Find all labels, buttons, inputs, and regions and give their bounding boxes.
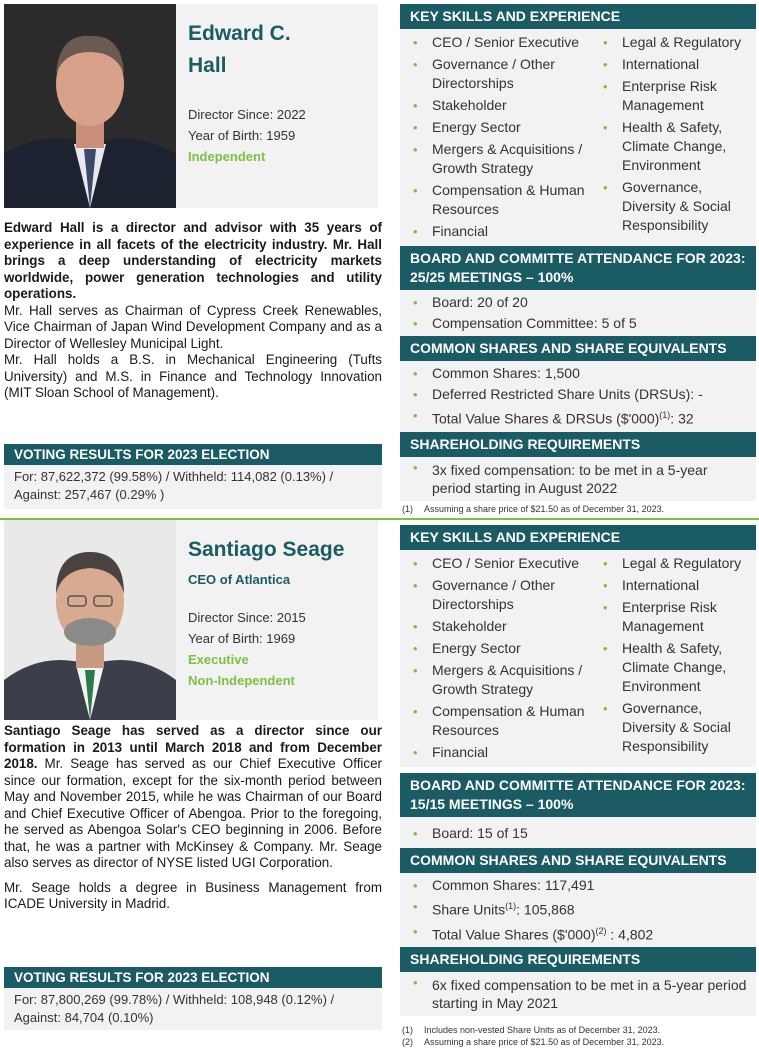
director-biography: [4, 220, 382, 402]
director-profile-hall: [0, 0, 759, 518]
independence-status: Executive: [188, 652, 249, 667]
shareholding-list: [400, 972, 756, 1016]
skill-item: • Stakeholder: [410, 96, 600, 115]
shares-item: • Total Value Shares & DRSUs ($'000)$^{(1)}$: 32: [410, 405, 750, 430]
director-name: Santiago Seage: [188, 538, 345, 561]
independence-status: Independent: [188, 149, 266, 164]
attendance-list: [400, 290, 756, 336]
skill-item: • Mergers & Acquisitions / Growth Strategy: [410, 661, 600, 699]
bio-paragraph: Edward Hall is a director and advisor with 35 years of experience in all facets of the electricity industry. Mr. Hall brings a deep understanding of electricity markets worldwide, power generation technologies and utility operations.: [4, 220, 382, 301]
shares-item: • Common Shares: 117,491: [410, 875, 750, 896]
director-details-panel: [400, 525, 756, 1048]
bio-paragraph: Mr. Seage holds a degree in Business Management from ICADE University in Madrid.: [4, 879, 382, 911]
skill-item: • Governance / Other Directorships: [410, 576, 600, 614]
skill-item: • Compensation & Human Resources: [410, 181, 600, 219]
director-biography: [4, 723, 382, 913]
director-id-card: [176, 4, 378, 208]
attendance-item: • Board: 20 of 20: [410, 292, 750, 313]
attendance-title: BOARD AND COMMITTE ATTENDANCE FOR 2023: 25/25 MEETINGS – 100%: [400, 246, 756, 290]
bio-paragraph: Mr. Hall holds a B.S. in Mechanical Engineering (Tufts University) and M.S. in Finance and Technology Innovation (MIT Sloan School of Management).: [4, 352, 382, 400]
bio-paragraph: Mr. Hall serves as Chairman of Cypress Creek Renewables, Vice Chairman of Japan Wind Development Company and as a Director of Wellesley Municipal Light.: [4, 302, 382, 351]
footnote: (1) Includes non-vested Share Units as of December 31, 2023.: [402, 1025, 661, 1036]
attendance-list: [400, 817, 756, 848]
skills-list: [400, 29, 756, 246]
skill-item: • Governance, Diversity & Social Responsibility: [600, 178, 750, 235]
skill-item: • Financial: [410, 222, 600, 241]
year-of-birth: Year of Birth: 1969: [188, 631, 296, 646]
skill-item: • Enterprise Risk Management: [600, 598, 750, 636]
footnote-ref: (2): [595, 925, 607, 936]
director-role: CEO of Atlantica: [188, 572, 291, 587]
skills-list: [400, 550, 756, 767]
skill-item: • Energy Sector: [410, 118, 600, 137]
shareholding-title: SHAREHOLDING REQUIREMENTS: [400, 947, 756, 972]
skills-title: KEY SKILLS AND EXPERIENCE: [400, 4, 756, 29]
voting-results-text: For: 87,800,269 (99.78%) / Withheld: 108,948 (0.12%) / Against: 84,704 (0.10%): [4, 988, 382, 1030]
skills-title: KEY SKILLS AND EXPERIENCE: [400, 525, 756, 550]
skill-item: • Mergers & Acquisitions / Growth Strategy: [410, 140, 600, 178]
voting-results-title: VOTING RESULTS FOR 2023 ELECTION: [4, 967, 382, 988]
director-details-panel: [400, 4, 756, 515]
attendance-title: BOARD AND COMMITTE ATTENDANCE FOR 2023: 15/15 MEETINGS – 100%: [400, 773, 756, 817]
skill-item: • Health & Safety, Climate Change, Environment: [600, 639, 750, 696]
shares-list: [400, 361, 756, 432]
director-photo: [4, 4, 176, 208]
director-since: Director Since: 2015: [188, 610, 306, 625]
attendance-item: • Compensation Committee: 5 of 5: [410, 313, 750, 334]
skill-item: • Financial: [410, 743, 600, 762]
skill-item: • Governance, Diversity & Social Responsibility: [600, 699, 750, 756]
skill-item: • International: [600, 55, 750, 74]
skill-item: • Energy Sector: [410, 639, 600, 658]
footnotes: [400, 1016, 756, 1048]
skill-item: • Health & Safety, Climate Change, Environment: [600, 118, 750, 175]
director-name-line2: Hall: [188, 54, 227, 77]
footnote-ref: (1): [659, 410, 671, 420]
director-photo: [4, 520, 176, 720]
director-id-card: [176, 520, 378, 720]
footnotes: [400, 501, 756, 515]
shares-item: • Common Shares: 1,500: [410, 363, 750, 384]
voting-results-text: For: 87,622,372 (99.58%) / Withheld: 114,082 (0.13%) / Against: 257,467 (0.29% ): [4, 465, 382, 509]
footnote: (1) Assuming a share price of $21.50 as of December 31, 2023.: [402, 503, 665, 514]
shares-list: [400, 873, 756, 947]
skill-item: • CEO / Senior Executive: [410, 33, 600, 52]
skill-item: • Legal & Regulatory: [600, 33, 750, 52]
director-name: Edward C.: [188, 22, 291, 45]
footnote-ref: (1): [505, 901, 517, 911]
independence-status-line2: Non-Independent: [188, 673, 295, 688]
footnote: (2) Assuming a share price of $21.50 as of December 31, 2023.: [402, 1037, 665, 1048]
shares-item: • Total Value Shares ($'000)$^{(2)}$ : 4,802: [410, 921, 750, 946]
shareholding-title: SHAREHOLDING REQUIREMENTS: [400, 432, 756, 457]
shareholding-item: • 3x fixed compensation: to be met in a 5-year period starting in August 2022: [410, 459, 750, 499]
shareholding-item: • 6x fixed compensation to be met in a 5-year period starting in May 2021: [410, 974, 750, 1014]
shares-title: COMMON SHARES AND SHARE EQUIVALENTS: [400, 336, 756, 361]
attendance-item: • Board: 15 of 15: [410, 823, 750, 844]
skill-item: • International: [600, 576, 750, 595]
skill-item: • Stakeholder: [410, 617, 600, 636]
voting-results-title: VOTING RESULTS FOR 2023 ELECTION: [4, 444, 382, 465]
year-of-birth: Year of Birth: 1959: [188, 128, 296, 143]
bio-paragraph: Santiago Seage has served as a director since our formation in 2013 until March 2018 and from December 2018. Mr. Seage has served as our Chief Executive Officer since our formation, except for the six-month period between May and November 2015, while he was Chairman of our Board and Chief Executive Officer of Abengoa. Prior to the foregoing, he served as Abengoa Solar's CEO beginning in 2006. Before that, he was a partner with McKinsey & Company. Mr. Seage also serves as director of NYSE listed UGI Corporation.: [4, 723, 382, 870]
shares-item: • Deferred Restricted Share Units (DRSUs): -: [410, 384, 750, 405]
skill-item: • Compensation & Human Resources: [410, 702, 600, 740]
shares-item: • Share Units$^{(1)}$: 105,868: [410, 896, 750, 921]
shareholding-list: [400, 457, 756, 501]
skill-item: • Legal & Regulatory: [600, 554, 750, 573]
shares-title: COMMON SHARES AND SHARE EQUIVALENTS: [400, 848, 756, 873]
skill-item: • CEO / Senior Executive: [410, 554, 600, 573]
skill-item: • Governance / Other Directorships: [410, 55, 600, 93]
director-profile-seage: [0, 520, 759, 1048]
skill-item: • Enterprise Risk Management: [600, 77, 750, 115]
director-since: Director Since: 2022: [188, 107, 306, 122]
